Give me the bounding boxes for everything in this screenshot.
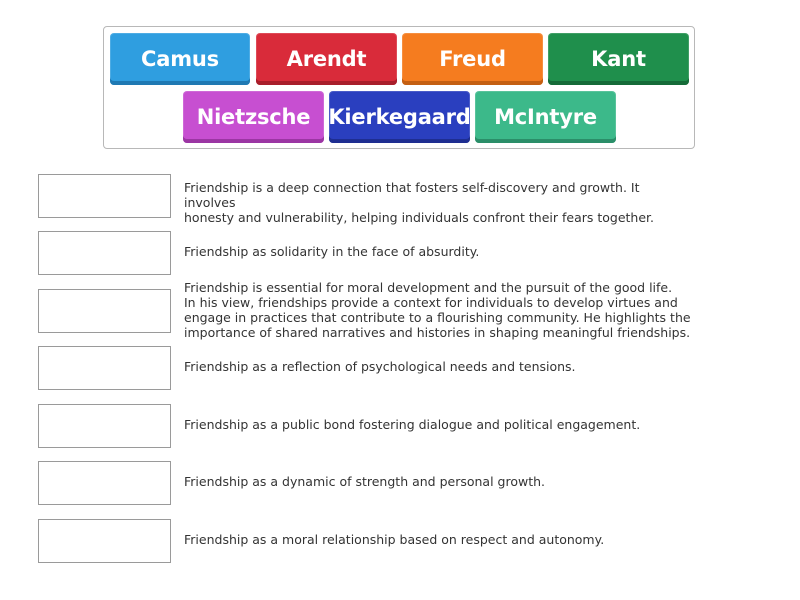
match-item [38,280,698,340]
tile-label: Kierkegaard [328,105,471,129]
match-item [38,461,698,505]
drop-target[interactable] [38,289,171,333]
item-description: Friendship is a deep connection that fosters self-discovery and growth. It involves honesty and vulnerability, helping individuals confront their fears together. [184,180,655,225]
tile-mcintyre[interactable] [475,91,616,143]
match-item [38,174,698,225]
item-description: Friendship as a reflection of psychological needs and tensions. [184,359,576,374]
drop-target[interactable] [38,346,171,390]
tile-kierkegaard[interactable] [329,91,470,143]
tile-label: Kant [591,47,646,71]
item-description: Friendship as a public bond fostering dialogue and political engagement. [184,417,641,432]
tile-label: Camus [141,47,219,71]
drop-target[interactable] [38,461,171,505]
word-bank [103,26,695,149]
tile-label: Arendt [286,47,367,71]
item-description: Friendship as solidarity in the face of absurdity. [184,244,480,259]
tile-camus[interactable] [110,33,250,85]
match-item [38,231,698,275]
tile-freud[interactable] [402,33,543,85]
match-item [38,404,698,448]
drop-target[interactable] [38,404,171,448]
tile-nietzsche[interactable] [183,91,324,143]
tile-label: McIntyre [494,105,597,129]
tile-kant[interactable] [548,33,689,85]
match-item [38,346,698,390]
drop-target[interactable] [38,231,171,275]
tile-label: Freud [439,47,506,71]
drop-target[interactable] [38,174,171,218]
item-description: Friendship as a dynamic of strength and personal growth. [184,474,545,489]
match-item [38,519,698,563]
drop-target[interactable] [38,519,171,563]
item-description: Friendship as a moral relationship based on respect and autonomy. [184,532,605,547]
tile-label: Nietzsche [196,105,311,129]
item-description: Friendship is essential for moral development and the pursuit of the good life. In his view, friendships provide a context for individuals to develop virtues and engage in practices that contribute to a flourishing community. He highlights the importance of shared narratives and histories in shaping meaningful friendships. [184,280,691,340]
tile-arendt[interactable] [256,33,397,85]
